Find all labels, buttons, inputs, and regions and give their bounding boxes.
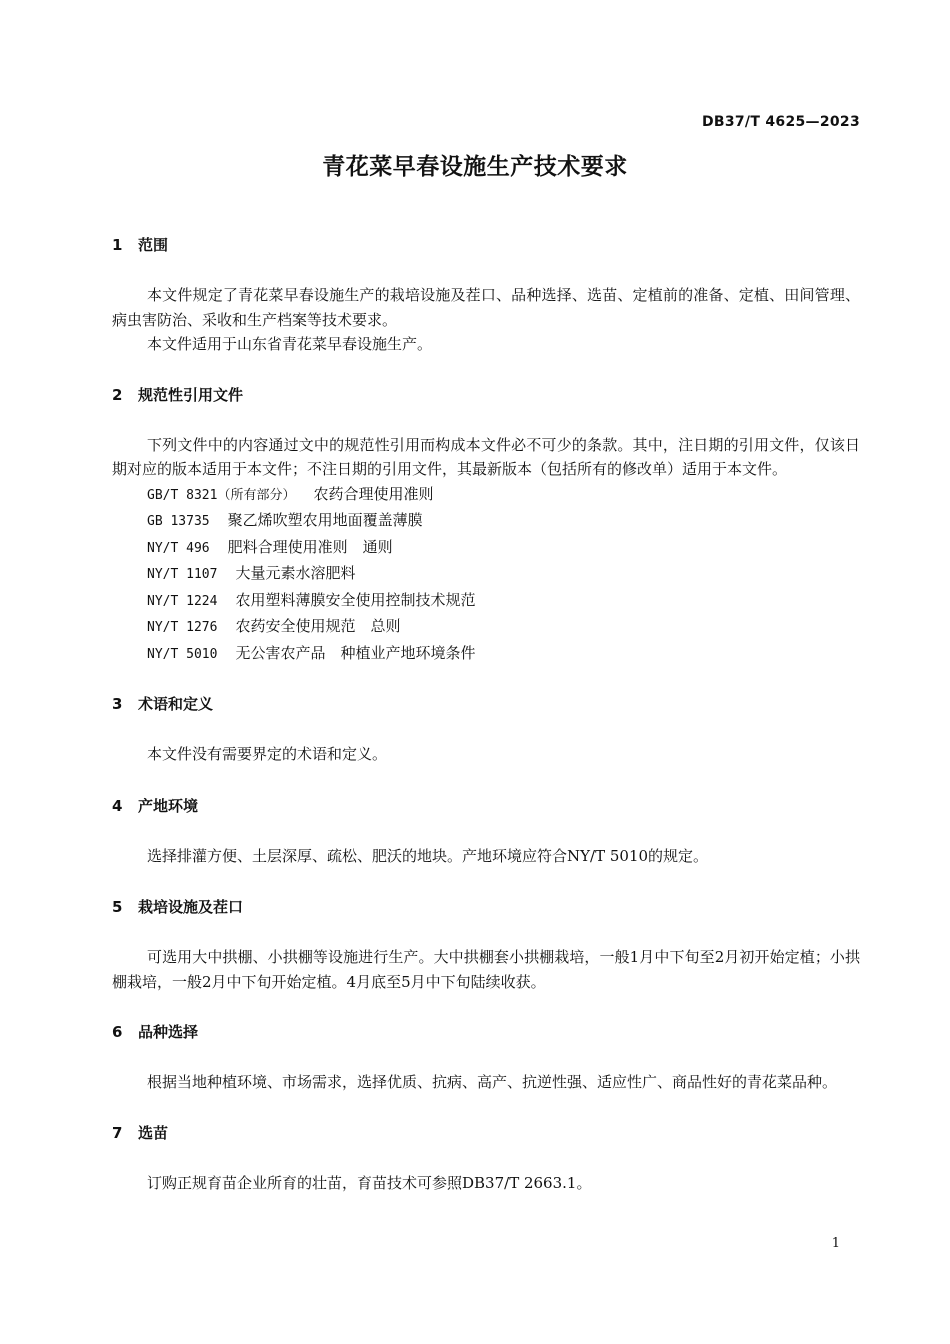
reference-title: 农用塑料薄膜安全使用控制技术规范: [235, 590, 476, 609]
section-title: 栽培设施及茬口: [138, 898, 244, 916]
reference-title: 大量元素水溶肥料: [235, 564, 356, 582]
section-heading: [112, 794, 860, 818]
section-number: 1: [112, 236, 123, 254]
section-number: 4: [112, 796, 123, 815]
paragraph: 订购正规育苗企业所育的壮苗，育苗技术可参照DB37/T 2663.1。: [147, 1173, 592, 1192]
reference-item: [112, 508, 860, 535]
section-title: 品种选择: [138, 1023, 199, 1041]
paragraph: 可选用大中拱棚、小拱棚等设施进行生产。大中拱棚套小拱棚栽培，一般1月中下旬至2月初开始定植；小拱棚栽培，一般2月中下旬开始定植。4月底至5月中下旬陆续收获。: [112, 948, 860, 991]
reference-item: [112, 482, 860, 509]
section-number: 7: [112, 1123, 123, 1142]
section-scope: [112, 233, 860, 357]
section-number: 3: [112, 695, 123, 713]
document-body: [112, 233, 860, 1195]
reference-item: [112, 641, 860, 668]
standard-code: DB37/T 4625—2023: [701, 114, 860, 130]
section-heading: [112, 895, 860, 919]
section-heading: [112, 692, 860, 716]
paragraph: 本文件适用于山东省青花菜早春设施生产。: [147, 335, 433, 353]
section-title: 产地环境: [138, 796, 199, 815]
reference-code: NY/T 1107: [147, 567, 218, 582]
section-number: 5: [112, 898, 123, 916]
paragraph: 本文件规定了青花菜早春设施生产的栽培设施及茬口、品种选择、选苗、定植前的准备、定植、田间管理、病虫害防治、采收和生产档案等技术要求。: [112, 286, 860, 329]
reference-item: [112, 588, 860, 615]
reference-item: [112, 535, 860, 562]
section-heading: [112, 383, 860, 407]
section-variety: [112, 1020, 860, 1095]
section-title: 规范性引用文件: [138, 385, 244, 404]
reference-title: 农药合理使用准则: [313, 484, 434, 503]
paragraph: 根据当地种植环境、市场需求，选择优质、抗病、高产、抗逆性强、适应性广、商品性好的青花菜品种。: [147, 1073, 838, 1091]
section-seedlings: [112, 1121, 860, 1196]
document-title: 青花菜早春设施生产技术要求: [322, 154, 628, 180]
reference-code: NY/T 496: [147, 540, 210, 556]
section-normative-references: [112, 383, 860, 668]
section-title: 选苗: [138, 1123, 169, 1142]
reference-item: [112, 561, 860, 588]
reference-code: NY/T 1276: [147, 620, 218, 635]
section-heading: [112, 233, 860, 257]
reference-title: 无公害农产品 种植业产地环境条件: [235, 643, 476, 662]
reference-code: GB/T 8321（所有部分）: [147, 487, 296, 503]
section-facilities: [112, 895, 860, 994]
section-terms: [112, 692, 860, 767]
paragraph: 选择排灌方便、土层深厚、疏松、肥沃的地块。产地环境应符合NY/T 5010的规定。: [147, 846, 709, 865]
reference-item: [112, 614, 860, 641]
section-heading: [112, 1020, 860, 1044]
section-heading: [112, 1121, 860, 1145]
reference-title: 聚乙烯吹塑农用地面覆盖薄膜: [227, 511, 423, 529]
page-number: 1: [831, 1236, 840, 1251]
reference-code: GB 13735: [147, 514, 210, 529]
section-number: 2: [112, 385, 123, 404]
paragraph: 下列文件中的内容通过文中的规范性引用而构成本文件必不可少的条款。其中，注日期的引用文件，仅该日期对应的版本适用于本文件；不注日期的引用文件，其最新版本（包括所有的修改单）适用于本文件。: [112, 435, 860, 478]
reference-title: 农药安全使用规范 总则: [235, 617, 401, 635]
paragraph: 本文件没有需要界定的术语和定义。: [147, 745, 388, 763]
section-environment: [112, 794, 860, 869]
section-title: 术语和定义: [138, 695, 214, 713]
reference-title: 肥料合理使用准则 通则: [227, 537, 393, 556]
section-number: 6: [112, 1023, 123, 1041]
reference-code: NY/T 1224: [147, 593, 218, 609]
reference-code: NY/T 5010: [147, 646, 218, 662]
section-title: 范围: [138, 236, 169, 254]
